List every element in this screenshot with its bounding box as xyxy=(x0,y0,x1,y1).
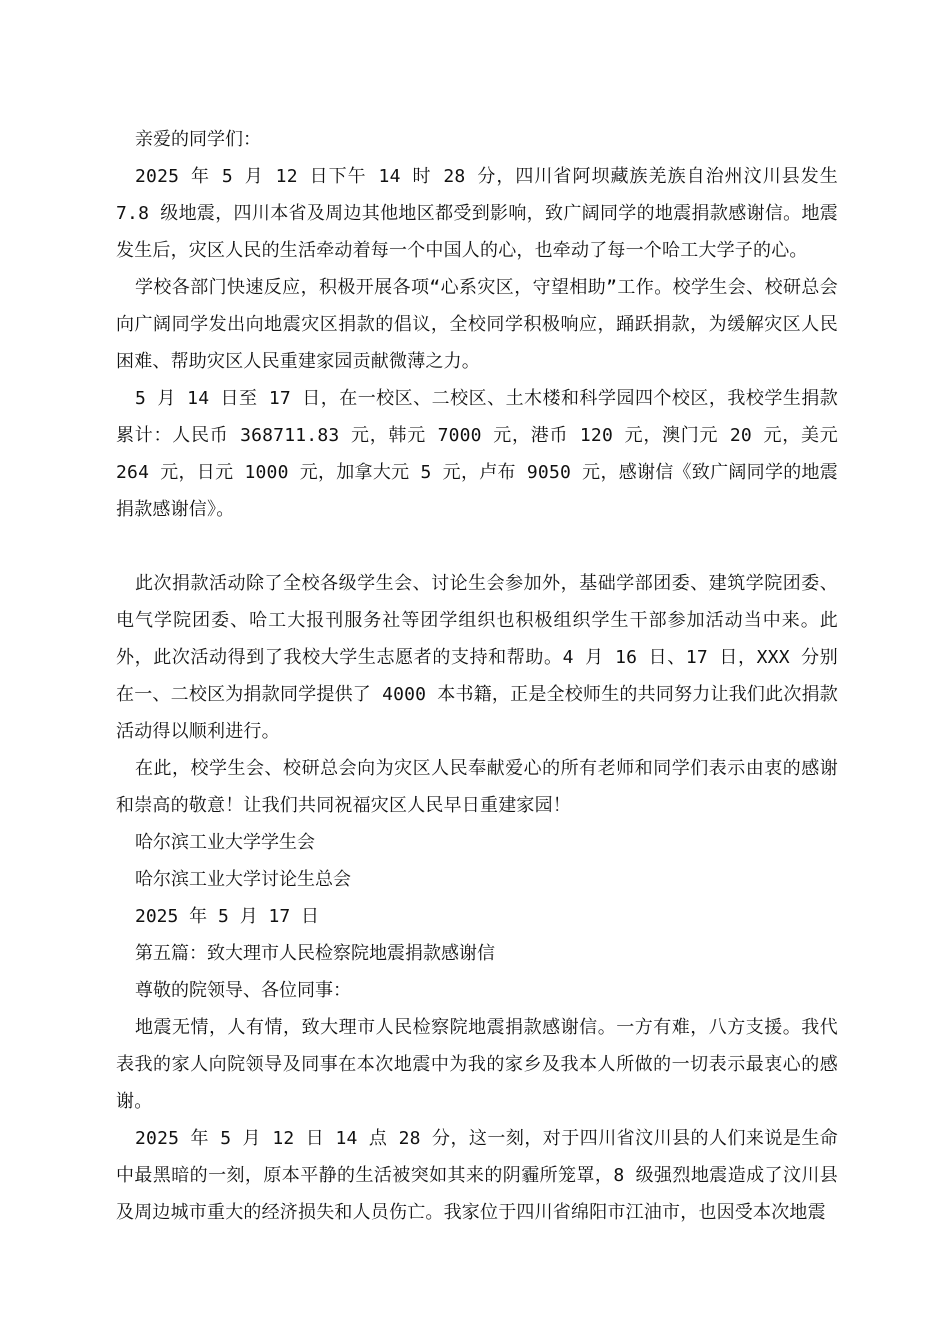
paragraph-gratitude: 地震无情，人有情，致大理市人民检察院地震捐款感谢信。一方有难，八方支援。我代表我的家人向院领导及同事在本次地震中为我的家乡及我本人所做的一切表示最衷心的感谢。 xyxy=(116,1017,838,1112)
document-page xyxy=(116,121,838,1231)
paragraph-earthquake-intro: 2025 年 5 月 12 日下午 14 时 28 分，四川省阿坝藏族羌族自治州汶川县发生 7.8 级地震，四川本省及周边其他地区都受到影响，致广阔同学的地震捐款感谢信。地震发生后，灾区人民的生活牵动着每一个中国人的心，也牵动了每一个哈工大学子的心。 xyxy=(116,166,838,261)
letter-date: 2025 年 5 月 17 日 xyxy=(135,906,320,927)
paragraph-participants: 此次捐款活动除了全校各级学生会、讨论生会参加外，基础学部团委、建筑学院团委、电气学院团委、哈工大报刊服务社等团学组织也积极组织学生干部参加活动当中来。此外，此次活动得到了我校大学生志愿者的支持和帮助。4 月 16 日、17 日，XXX 分别在一、二校区为捐款同学提供了 4000 本书籍，正是全校师生的共同努力让我们此次捐款活动得以顺利进行。 xyxy=(116,573,838,742)
greeting-colleagues: 尊敬的院领导、各位同事： xyxy=(135,980,351,1001)
paragraph-thanks: 在此，校学生会、校研总会向为灾区人民奉献爱心的所有老师和同学们表示由衷的感谢和崇高的敬意！让我们共同祝福灾区人民早日重建家园！ xyxy=(116,758,838,816)
section-title: 第五篇：致大理市人民检察院地震捐款感谢信 xyxy=(135,943,495,964)
paragraph-earthquake-account: 2025 年 5 月 12 日 14 点 28 分，这一刻，对于四川省汶川县的人们来说是生命中最黑暗的一刻，原本平静的生活被突如其来的阴霾所笼罩，8 级强烈地震造成了汶川县及周边城市重大的经济损失和人员伤亡。我家位于四川省绵阳市江油市，也因受本次地震 xyxy=(116,1128,838,1223)
paragraph-donation-totals: 5 月 14 日至 17 日，在一校区、二校区、土木楼和科学园四个校区，我校学生捐款累计：人民币 368711.83 元，韩元 7000 元，港币 120 元，澳门元 20 元，美元 264 元，日元 1000 元，加拿大元 5 元，卢布 9050 元，感谢信《致广阔同学的地震捐款感谢信》。 xyxy=(116,388,838,520)
paragraph-school-response: 学校各部门快速反应，积极开展各项“心系灾区，守望相助”工作。校学生会、校研总会向广阔同学发出向地震灾区捐款的倡议，全校同学积极响应，踊跃捐款，为缓解灾区人民困难、帮助灾区人民重建家园贡献微薄之力。 xyxy=(116,277,838,372)
signature-student-union: 哈尔滨工业大学学生会 xyxy=(135,832,315,853)
signature-graduate-union: 哈尔滨工业大学讨论生总会 xyxy=(135,869,351,890)
greeting: 亲爱的同学们： xyxy=(135,129,261,150)
